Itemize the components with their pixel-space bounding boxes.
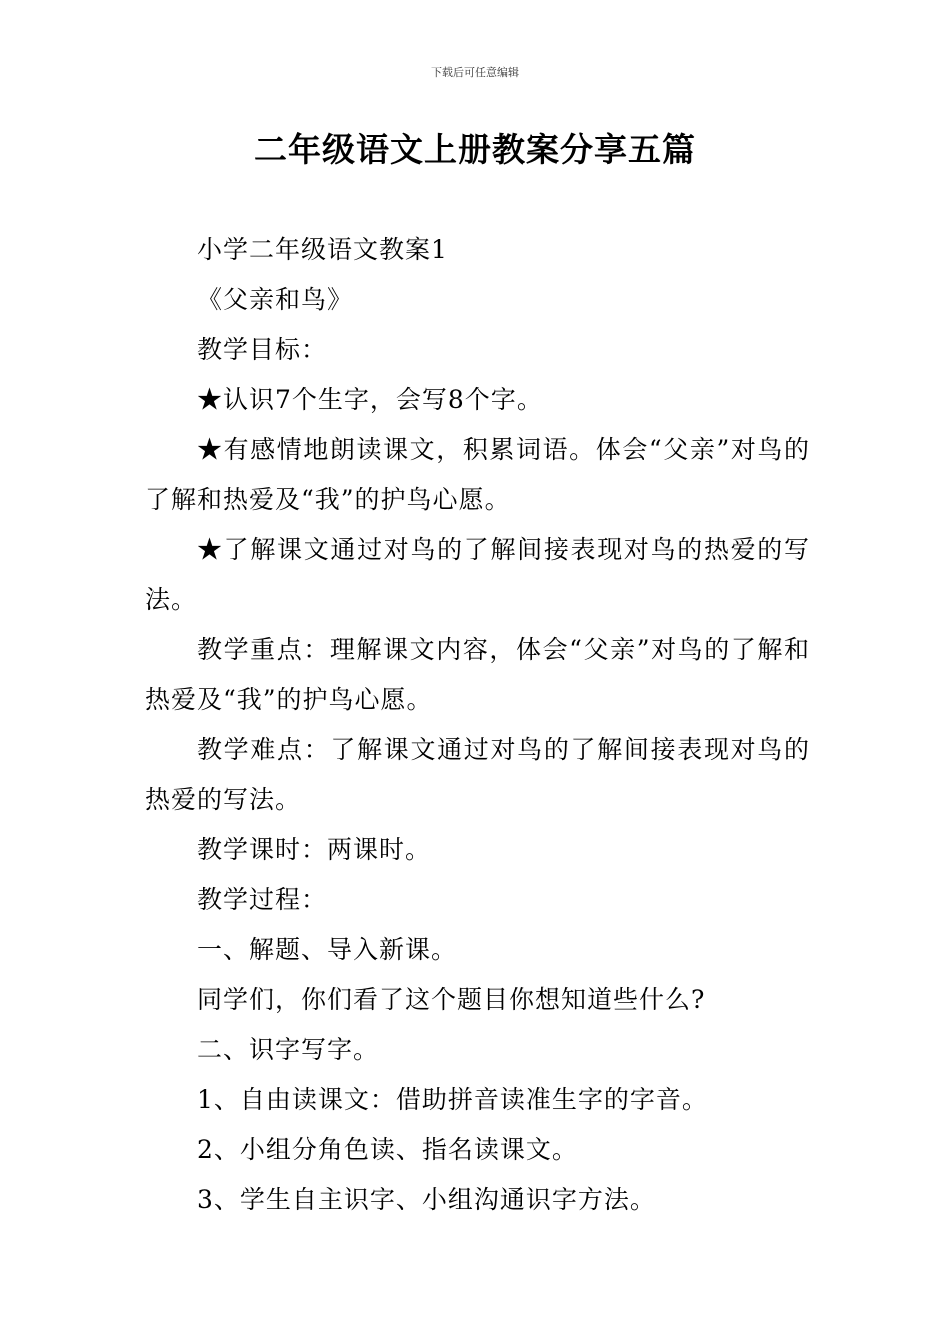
paragraph: ★认识7个生字，会写8个字。: [197, 385, 543, 414]
paragraph: 同学们，你们看了这个题目你想知道些什么?: [197, 985, 706, 1014]
lesson-title: 《父亲和鸟》: [197, 285, 354, 314]
paragraph: 3、学生自主识字、小组沟通识字方法。: [197, 1185, 656, 1214]
paragraph: 二、识字写字。: [197, 1035, 380, 1064]
header-note: 下载后可任意编辑: [431, 66, 519, 79]
paragraph: 2、小组分角色读、指名读课文。: [197, 1135, 578, 1164]
paragraph: 教学课时：两课时。: [197, 835, 432, 864]
paragraph: ★有感情地朗读课文，积累词语。体会“父亲”对鸟的了解和热爱及“我”的护鸟心愿。: [145, 435, 810, 514]
paragraph: 一、解题、导入新课。: [197, 935, 458, 964]
paragraph: 教学重点：理解课文内容，体会“父亲”对鸟的了解和热爱及“我”的护鸟心愿。: [145, 635, 810, 714]
paragraph: ★了解课文通过对鸟的了解间接表现对鸟的热爱的写法。: [145, 535, 810, 614]
paragraph: 1、自由读课文：借助拼音读准生字的字音。: [197, 1085, 708, 1114]
document-body: [145, 225, 810, 1225]
section-heading: 小学二年级语文教案1: [197, 235, 448, 264]
paragraph: 教学过程：: [197, 885, 328, 914]
document-title: 二年级语文上册教案分享五篇: [254, 130, 696, 169]
paragraph: 教学难点：了解课文通过对鸟的了解间接表现对鸟的热爱的写法。: [145, 735, 810, 814]
paragraph: 教学目标：: [197, 335, 328, 364]
